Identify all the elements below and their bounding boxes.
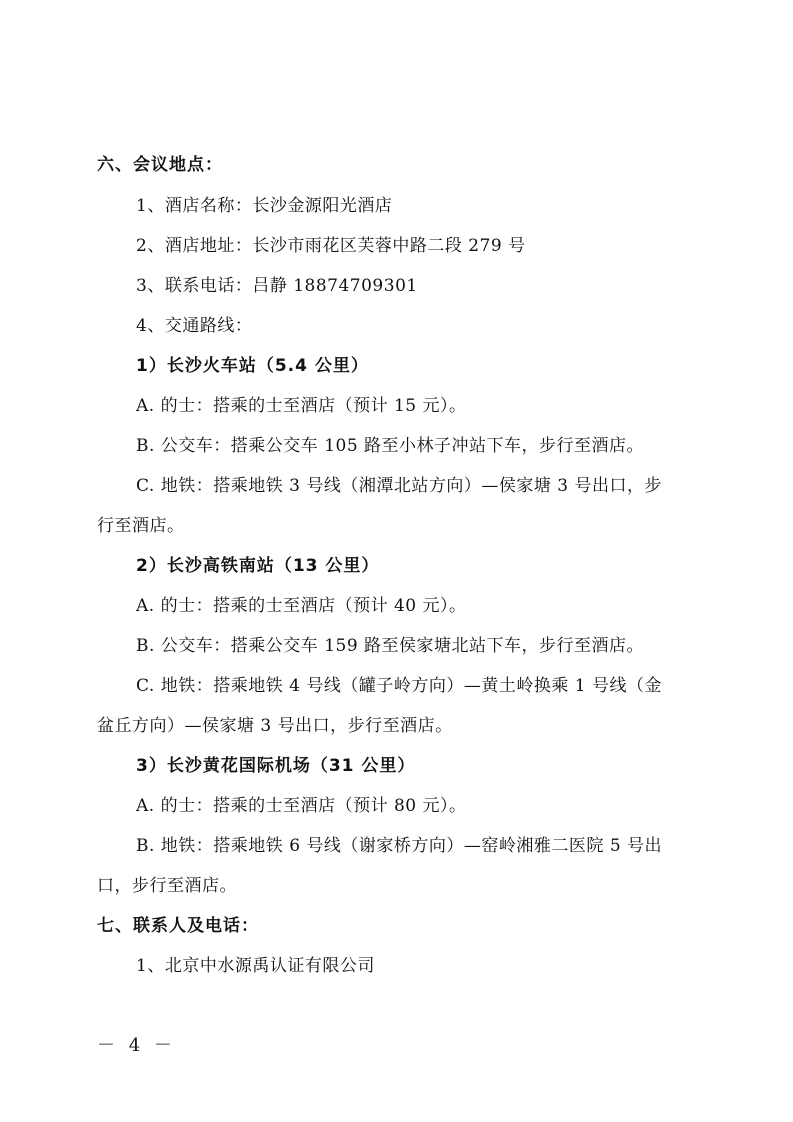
route-2-title: 2）长沙高铁南站（13 公里） bbox=[136, 556, 380, 576]
route-2-taxi: A. 的士：搭乘的士至酒店（预计 40 元）。 bbox=[136, 596, 467, 616]
section-7-heading: 七、联系人及电话： bbox=[97, 916, 259, 936]
transport-routes-line: 4、交通路线： bbox=[136, 316, 253, 336]
contact-company-line: 1、北京中水源禹认证有限公司 bbox=[136, 956, 375, 976]
route-1-bus: B. 公交车：搭乘公交车 105 路至小林子冲站下车，步行至酒店。 bbox=[136, 436, 645, 456]
page-number: － 4 － bbox=[97, 1035, 176, 1056]
route-2-metro: C. 地铁：搭乘地铁 4 号线（罐子岭方向）—黄土岭换乘 1 号线（金 bbox=[136, 676, 662, 696]
route-3-metro: B. 地铁：搭乘地铁 6 号线（谢家桥方向）—窑岭湘雅二医院 5 号出 bbox=[136, 836, 663, 856]
route-3-title: 3）长沙黄花国际机场（31 公里） bbox=[136, 756, 416, 776]
route-2-bus: B. 公交车：搭乘公交车 159 路至侯家塘北站下车，步行至酒店。 bbox=[136, 636, 645, 656]
section-6-heading: 六、会议地点： bbox=[97, 155, 223, 175]
hotel-name-line: 1、酒店名称：长沙金源阳光酒店 bbox=[136, 196, 393, 216]
route-1-taxi: A. 的士：搭乘的士至酒店（预计 15 元）。 bbox=[136, 396, 467, 416]
route-1-metro: C. 地铁：搭乘地铁 3 号线（湘潭北站方向）—侯家塘 3 号出口，步 bbox=[136, 476, 662, 496]
hotel-address-line: 2、酒店地址：长沙市雨花区芙蓉中路二段 279 号 bbox=[136, 236, 526, 256]
route-3-taxi: A. 的士：搭乘的士至酒店（预计 80 元）。 bbox=[136, 796, 467, 816]
contact-phone-line: 3、联系电话：吕静 18874709301 bbox=[136, 276, 418, 296]
route-1-metro-cont: 行至酒店。 bbox=[97, 516, 185, 536]
route-1-title: 1）长沙火车站（5.4 公里） bbox=[136, 356, 369, 376]
route-3-metro-cont: 口，步行至酒店。 bbox=[97, 876, 237, 896]
route-2-metro-cont: 盆丘方向）—侯家塘 3 号出口，步行至酒店。 bbox=[97, 716, 453, 736]
